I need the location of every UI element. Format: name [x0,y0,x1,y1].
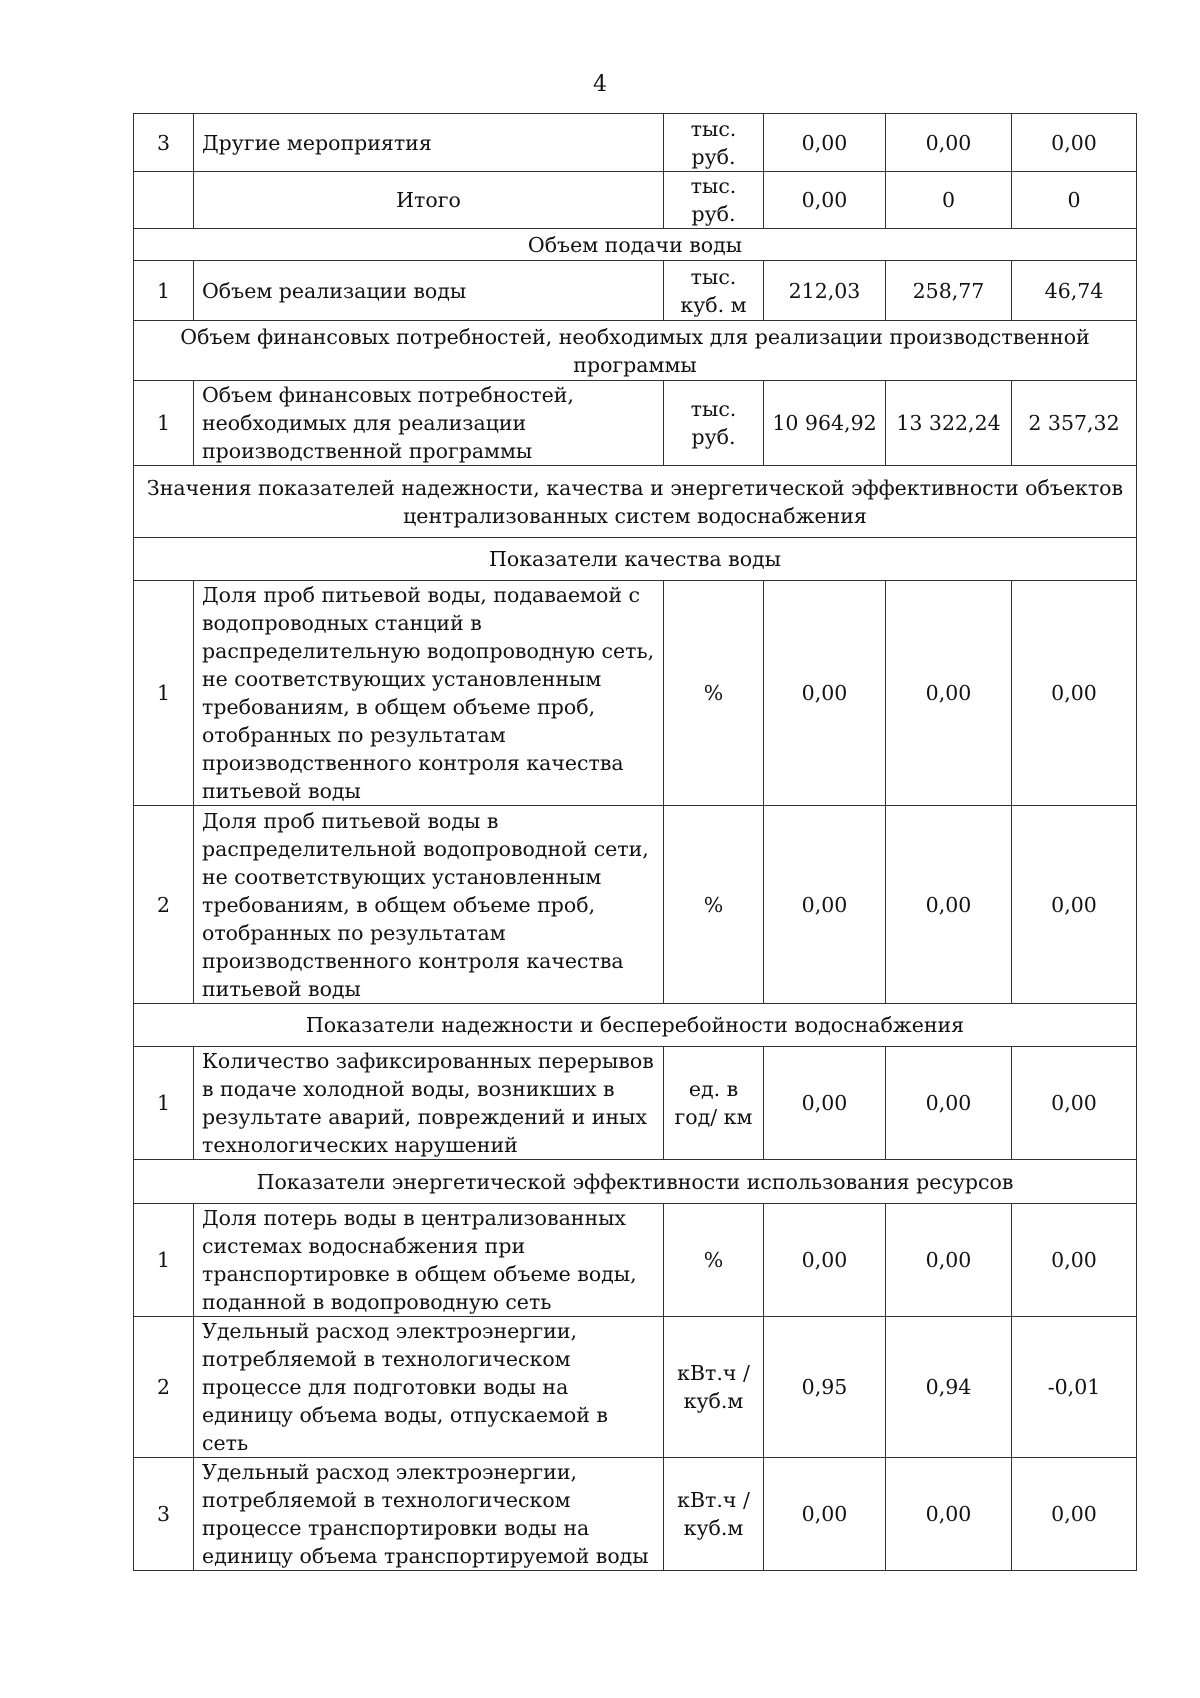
row-value-1: 10 964,92 [764,381,886,466]
row-value-1: 0,00 [764,1458,886,1571]
row-value-2: 0,00 [886,1047,1012,1160]
row-number [134,172,194,229]
table-row [134,806,1137,1004]
section-indicators-title: Значения показателей надежности, качества и энергетической эффективности объектов централизованных систем водоснабжения [134,466,1137,538]
section-header-row [134,321,1137,381]
row-value-3: 0,00 [1012,1204,1137,1317]
row-value-3: 0,00 [1012,114,1137,172]
row-name: Удельный расход электроэнергии, потребляемой в технологическом процессе транспортировки воды на единицу объема транспортируемой воды [194,1458,664,1571]
row-number: 3 [134,1458,194,1571]
row-value-2: 0,00 [886,1204,1012,1317]
row-value-1: 0,00 [764,172,886,229]
row-value-2: 13 322,24 [886,381,1012,466]
row-value-1: 0,00 [764,1204,886,1317]
row-value-2: 0 [886,172,1012,229]
row-unit: тыс. куб. м [664,261,764,321]
row-unit: тыс. руб. [664,114,764,172]
section-quality-title: Показатели качества воды [134,538,1137,581]
section-finance-title: Объем финансовых потребностей, необходимых для реализации производственной программы [134,321,1137,381]
row-value-2: 0,94 [886,1317,1012,1458]
row-unit: тыс. руб. [664,381,764,466]
row-value-2: 0,00 [886,581,1012,806]
row-unit: % [664,1204,764,1317]
row-unit: % [664,806,764,1004]
page-number: 4 [593,72,607,97]
table-row [134,1317,1137,1458]
section-header-row [134,1160,1137,1204]
row-value-1: 0,00 [764,114,886,172]
row-value-1: 0,00 [764,581,886,806]
table-row [134,114,1137,172]
row-unit: % [664,581,764,806]
row-name: Объем реализации воды [194,261,664,321]
row-value-2: 0,00 [886,806,1012,1004]
row-value-1: 212,03 [764,261,886,321]
row-value-3: 46,74 [1012,261,1137,321]
table-row [134,381,1137,466]
row-value-3: 0,00 [1012,581,1137,806]
table-row [134,1047,1137,1160]
row-name: Доля потерь воды в централизованных системах водоснабжения при транспортировке в общем объеме воды, поданной в водопроводную сеть [194,1204,664,1317]
table-row-total [134,172,1137,229]
row-number: 1 [134,261,194,321]
row-unit: тыс. руб. [664,172,764,229]
section-header-row [134,229,1137,261]
table-row [134,1204,1137,1317]
row-number: 2 [134,806,194,1004]
row-name: Доля проб питьевой воды, подаваемой с водопроводных станций в распределительную водопроводную сеть, не соответствующих установленным требованиям, в общем объеме проб, отобранных по результатам производственного контроля качества питьевой воды [194,581,664,806]
row-name: Количество зафиксированных перерывов в подаче холодной воды, возникших в результате аварий, повреждений и иных технологических нарушений [194,1047,664,1160]
section-header-row [134,538,1137,581]
section-reliability-title: Показатели надежности и бесперебойности водоснабжения [134,1004,1137,1047]
row-value-2: 0,00 [886,1458,1012,1571]
row-unit: ед. в год/ км [664,1047,764,1160]
table-row [134,581,1137,806]
row-unit: кВт.ч / куб.м [664,1317,764,1458]
row-value-3: 0,00 [1012,1458,1137,1571]
row-value-3: 0,00 [1012,806,1137,1004]
table-row [134,261,1137,321]
section-header-row [134,466,1137,538]
row-value-1: 0,95 [764,1317,886,1458]
row-number: 2 [134,1317,194,1458]
row-value-3: 0 [1012,172,1137,229]
section-energy-title: Показатели энергетической эффективности использования ресурсов [134,1160,1137,1204]
row-value-3: 0,00 [1012,1047,1137,1160]
row-number: 3 [134,114,194,172]
row-value-1: 0,00 [764,806,886,1004]
row-value-3: 2 357,32 [1012,381,1137,466]
section-supply-title: Объем подачи воды [134,229,1137,261]
row-value-3: -0,01 [1012,1317,1137,1458]
row-value-2: 0,00 [886,114,1012,172]
row-number: 1 [134,1047,194,1160]
total-label: Итого [194,172,664,229]
table-row [134,1458,1137,1571]
row-name: Другие мероприятия [194,114,664,172]
row-name: Доля проб питьевой воды в распределительной водопроводной сети, не соответствующих установленным требованиям, в общем объеме проб, отобранных по результатам производственного контроля качества питьевой воды [194,806,664,1004]
row-number: 1 [134,381,194,466]
row-value-2: 258,77 [886,261,1012,321]
indicators-table [133,113,1137,1571]
section-header-row [134,1004,1137,1047]
row-unit: кВт.ч / куб.м [664,1458,764,1571]
row-name: Удельный расход электроэнергии, потребляемой в технологическом процессе для подготовки воды на единицу объема воды, отпускаемой в сеть [194,1317,664,1458]
row-number: 1 [134,1204,194,1317]
row-value-1: 0,00 [764,1047,886,1160]
row-name: Объем финансовых потребностей, необходимых для реализации производственной программы [194,381,664,466]
row-number: 1 [134,581,194,806]
